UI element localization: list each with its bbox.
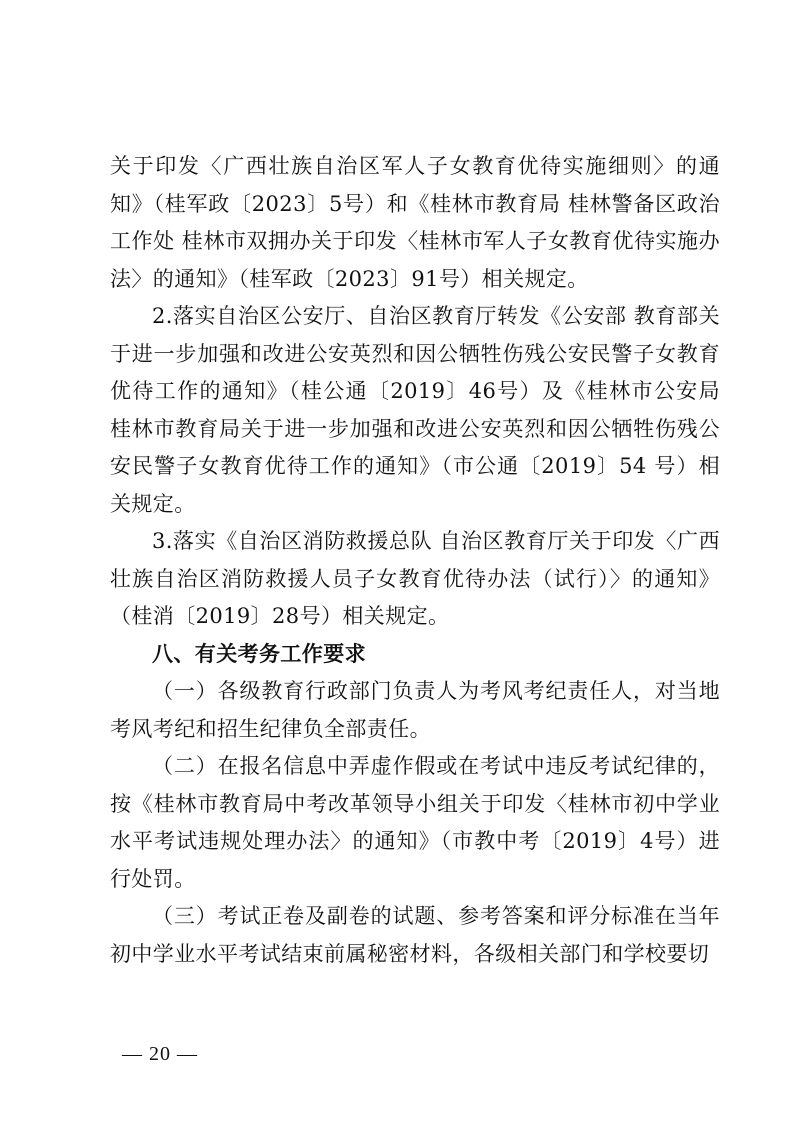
paragraph-clause-3: （三）考试正卷及副卷的试题、参考答案和评分标准在当年初中学业水平考试结束前属秘密材料，各级相关部门和学校要切 xyxy=(110,904,720,966)
section-heading: 八、有关考务工作要求 xyxy=(152,641,366,666)
page-number: — 20 — xyxy=(122,1043,198,1065)
paragraph-item-2: 2.落实自治区公安厅、自治区教育厅转发《公安部 教育部关于进一步加强和改进公安英烈和因公牺牲伤残公安民警子女教育优待工作的通知》（桂公通〔2019〕46号）及《桂林市公安局 桂林市教育局关于进一步加强和改进公安英烈和因公牺牲伤残公安民警子女教育优待工作的通知》（市公通〔2019〕54 号）相关规定。 xyxy=(110,304,720,516)
paragraph-clause-2: （二）在报名信息中弄虚作假或在考试中违反考试纪律的，按《桂林市教育局中考改革领导小组关于印发〈桂林市初中学业水平考试违规处理办法〉的通知》（市教中考〔2019〕4号）进行处罚。 xyxy=(110,754,720,891)
paragraph-continuation: 关于印发〈广西壮族自治区军人子女教育优待实施细则〉的通知》（桂军政〔2023〕5号）和《桂林市教育局 桂林警备区政治工作处 桂林市双拥办关于印发〈桂林市军人子女教育优待实施办法〉的通知》（桂军政〔2023〕91号）相关规定。 xyxy=(110,154,720,291)
paragraph-item-3: 3.落实《自治区消防救援总队 自治区教育厅关于印发〈广西壮族自治区消防救援人员子女教育优待办法（试行）〉的通知》（桂消〔2019〕28号）相关规定。 xyxy=(110,529,720,628)
document-body xyxy=(110,148,720,973)
paragraph-clause-1: （一）各级教育行政部门负责人为考风考纪责任人，对当地考风考纪和招生纪律负全部责任。 xyxy=(110,679,720,741)
